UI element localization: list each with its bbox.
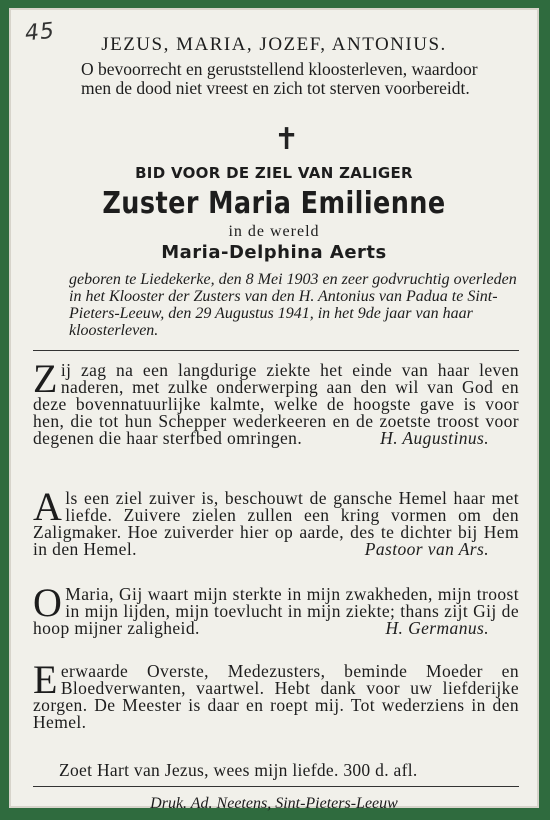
- quote-text: Maria, Gij waart mijn sterkte in mijn zwakheden, mijn troost in mijn lijden, mijn toevlucht in mijn ziekte; thans zijt Gij de hoop mijner zaligheid.: [33, 584, 519, 638]
- quote-signature: H. Germanus.: [385, 618, 489, 638]
- quote-text: ls een ziel zuiver is, beschouwt de gansche Hemel haar met liefde. Zuivere zielen zullen een kring vormen om den Zaligmaker. Hoe zuiverder hier op aarde, des te dichter bij Hem in den Hemel.: [33, 488, 519, 559]
- in-world-label: in de wereld: [228, 223, 320, 240]
- dropcap: E: [33, 657, 58, 702]
- deceased-name: Zuster Maria Emilienne: [102, 186, 446, 221]
- dropcap: A: [33, 484, 63, 529]
- farewell-paragraph: [33, 657, 519, 748]
- quote-signature: H. Augustinus.: [380, 428, 489, 448]
- handwritten-note: 45: [23, 18, 57, 47]
- cross-icon: ✝: [274, 122, 300, 157]
- quote-paragraph: [33, 356, 519, 482]
- closing-invocation: Zoet Hart van Jezus, wees mijn liefde. 300 d. afl.: [59, 760, 418, 780]
- dropcap: Z: [33, 356, 58, 401]
- memorial-card: [9, 8, 539, 812]
- printer-credit: Druk. Ad. Neetens, Sint-Pieters-Leeuw: [150, 795, 398, 812]
- birth-name: Maria-Delphina Aerts: [161, 242, 387, 263]
- quote-paragraph: [33, 580, 519, 656]
- divider: [33, 350, 519, 351]
- farewell-text: erwaarde Overste, Medezusters, beminde Moeder en Bloedverwanten, vaartwel. Hebt dank voor uw liefderijke zorgen. De Meester is daar en roept mij. Tot wederziens in den Hemel.: [33, 661, 519, 732]
- card-header: JEZUS, MARIA, JOZEF, ANTONIUS.: [101, 34, 447, 55]
- quote-signature: Pastoor van Ars.: [364, 539, 489, 559]
- dropcap: O: [33, 580, 63, 625]
- divider: [33, 786, 519, 787]
- intro-text: O bevoorrecht en geruststellend kloosterleven, waardoor men de dood niet vreest en zich tot sterven voorbereidt.: [81, 59, 478, 98]
- biography-text: geboren te Liedekerke, den 8 Mei 1903 en zeer godvruchtig overleden in het Klooster der Zusters van den H. Antonius van Padua te Sint-Pieters-Leeuw, den 29 Augustus 1941, in het 9de jaar van haar kloosterleven.: [69, 271, 517, 339]
- pray-heading: BID VOOR DE ZIEL VAN ZALIGER: [135, 164, 413, 182]
- quote-paragraph: [33, 484, 519, 580]
- quote-text: ij zag na een langdurige ziekte het einde van haar leven naderen, met zulke onderwerping aan den wil van God en deze bovennatuurlijke kalmte, welke de hoogste gave is voor hen, die tot hun Schepper wederkeeren en de zoetste troost voor degenen die haar sterfbed omringen.: [33, 360, 519, 448]
